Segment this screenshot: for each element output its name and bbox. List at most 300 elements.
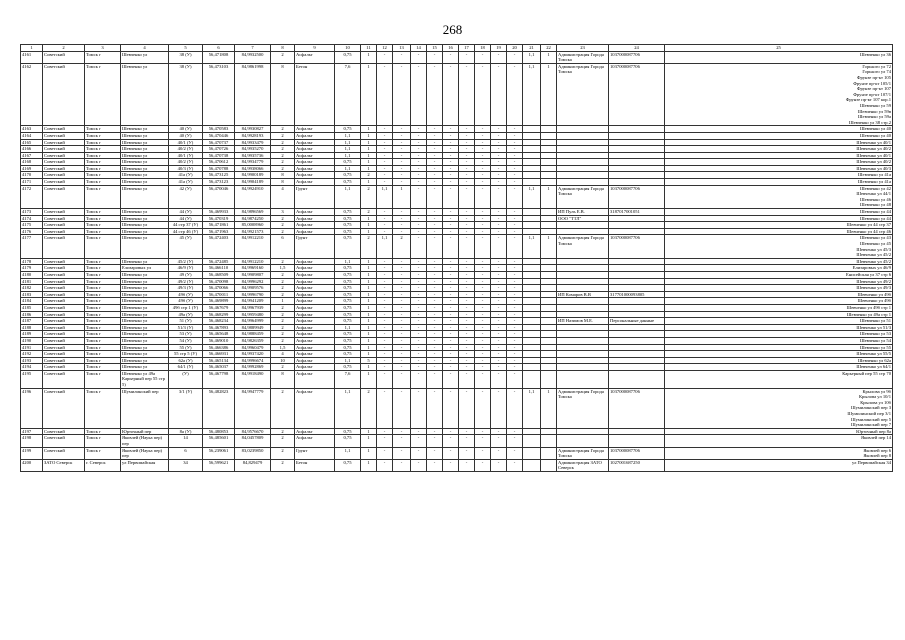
table-cell: 49 (У) (169, 271, 203, 278)
table-cell: Советский (43, 152, 85, 159)
table-cell: 84,9909807 (235, 271, 271, 278)
table-cell: Советский (43, 388, 85, 428)
table-cell: 14 (169, 435, 203, 447)
table-cell: 2 (271, 126, 295, 133)
table-row (21, 126, 893, 133)
table-cell (541, 165, 557, 172)
table-cell: 1 (361, 311, 377, 318)
table-cell: Шевченко ул 54 (665, 337, 893, 344)
table-cell: Шевченко ул (121, 139, 169, 146)
table-cell: - (475, 132, 491, 139)
table-cell: 1 (361, 258, 377, 265)
table-cell: - (507, 311, 523, 318)
table-cell: Асфальт (295, 278, 335, 285)
table-cell (541, 370, 557, 388)
table-cell: Советский (43, 370, 85, 388)
table-row (21, 152, 893, 159)
table-cell: 1 (393, 185, 411, 208)
table-cell: 3/1 (У) (169, 388, 203, 428)
table-cell (523, 285, 541, 292)
table-cell: 4181 (21, 278, 43, 285)
table-cell: 51 (У) (169, 318, 203, 325)
table-cell: 0,75 (335, 298, 361, 305)
table-cell: - (411, 435, 427, 447)
table-cell: Томск г (85, 351, 121, 358)
table-cell: 0,75 (335, 285, 361, 292)
table-cell: - (459, 172, 475, 179)
table-cell: - (377, 357, 393, 364)
table-cell: Советский (43, 185, 85, 208)
table-cell (609, 265, 665, 272)
table-cell: Горького ул 72 Горького ул 74 Фрунзе пр-кт 105 Фрунзе пр-кт 105/1 Фрунзе пр-кт 107 Фрунзе пр-кт 107/1 Фрунзе пр-кт 107 кор.1 Шевченко ул 59 Шевченко ул 59в Шевченко ул 59а Шевченко ул 38 стр.2 (665, 63, 893, 126)
table-cell: - (507, 126, 523, 133)
table-cell: Томск г (85, 428, 121, 435)
table-cell: - (491, 285, 507, 292)
table-cell: 1,1 (335, 139, 361, 146)
table-cell (523, 311, 541, 318)
table-cell: Томск г (85, 344, 121, 351)
table-cell: - (393, 311, 411, 318)
column-header: 22 (541, 45, 557, 52)
table-cell (609, 146, 665, 153)
table-cell: - (491, 291, 507, 298)
table-cell: 1 (361, 165, 377, 172)
table-cell: - (411, 324, 427, 331)
table-cell: 34 (169, 459, 203, 471)
table-cell: - (377, 146, 393, 153)
table-cell (523, 258, 541, 265)
table-cell: - (443, 159, 459, 166)
table-cell: - (411, 388, 427, 428)
table-cell (609, 132, 665, 139)
table-row (21, 428, 893, 435)
table-cell (557, 298, 609, 305)
table-cell: 84,9912210 (235, 235, 271, 258)
table-cell: 56,485601 (203, 435, 235, 447)
table-cell (557, 351, 609, 358)
table-cell: 1 (361, 139, 377, 146)
table-cell: Крылова ул 9б Крылова ул 10/1 Крылова ул 10б Шумилинский пер 3 Шумилинский пер 3/1 Шумилинский пер 5 Шумилинский пер 7 (665, 388, 893, 428)
table-cell: 56,473123 (203, 179, 235, 186)
table-cell (541, 351, 557, 358)
table-cell: 4196 (21, 388, 43, 428)
table-cell: - (411, 152, 427, 159)
table-cell: - (427, 228, 443, 235)
table-cell: 40/1 (У) (169, 152, 203, 159)
table-cell: - (507, 278, 523, 285)
table-cell: - (443, 344, 459, 351)
table-cell: 2 (271, 331, 295, 338)
table-cell (609, 331, 665, 338)
table-cell: Асфальт (295, 228, 335, 235)
table-row (21, 357, 893, 364)
table-cell: - (459, 459, 475, 471)
table-cell (557, 364, 609, 371)
table-cell: Томск г (85, 235, 121, 258)
table-cell: - (475, 447, 491, 459)
table-cell: Шевченко ул (121, 278, 169, 285)
table-cell: 1 (361, 222, 377, 229)
table-cell: - (393, 298, 411, 305)
table-cell: - (475, 152, 491, 159)
table-row (21, 139, 893, 146)
table-cell: Советский (43, 139, 85, 146)
table-cell: 4172 (21, 185, 43, 208)
column-header: 10 (335, 45, 361, 52)
table-cell (609, 311, 665, 318)
table-cell: - (411, 51, 427, 63)
table-cell: 4184 (21, 298, 43, 305)
table-cell: 317701000093805 (609, 291, 665, 298)
table-cell: Шевченко ул 40/1 (665, 152, 893, 159)
table-cell: 84,9576670 (235, 428, 271, 435)
table-cell (557, 152, 609, 159)
table-cell (523, 265, 541, 272)
table-cell: - (459, 215, 475, 222)
table-cell: Советский (43, 324, 85, 331)
table-cell: Шевченко ул 41а (665, 179, 893, 186)
table-cell: - (475, 291, 491, 298)
table-cell (541, 291, 557, 298)
table-cell (609, 337, 665, 344)
column-header: 18 (475, 45, 491, 52)
table-cell: Шевченко ул (121, 298, 169, 305)
table-cell: 1 (271, 298, 295, 305)
table-cell: - (377, 222, 393, 229)
table-cell: - (427, 311, 443, 318)
table-cell: Бетон (295, 459, 335, 471)
table-cell (541, 159, 557, 166)
table-cell: Шевченко ул (121, 152, 169, 159)
table-cell: - (459, 139, 475, 146)
table-cell: Шевченко ул 44 (665, 209, 893, 216)
table-cell: - (443, 447, 459, 459)
table-cell: Асфальт (295, 215, 335, 222)
table-cell: - (377, 435, 393, 447)
table-cell: 0,75 (335, 331, 361, 338)
table-cell: - (427, 179, 443, 186)
table-cell: Шевченко ул 43 Шевченко ул 45 Шевченко ул 45/3 Шевченко ул 45/2 (665, 235, 893, 258)
table-cell: - (459, 179, 475, 186)
table-cell: Шевченко ул (121, 311, 169, 318)
table-cell: 56,470583 (203, 126, 235, 133)
table-cell: - (459, 388, 475, 428)
table-cell: - (507, 51, 523, 63)
table-cell: - (427, 209, 443, 216)
table-cell: 84,9909576 (235, 285, 271, 292)
table-cell: 4191 (21, 344, 43, 351)
table-cell: - (507, 139, 523, 146)
table-cell (523, 357, 541, 364)
table-cell: 84,9935270 (235, 146, 271, 153)
table-cell: 1037000087706 (609, 185, 665, 208)
table-cell: 1 (361, 291, 377, 298)
table-cell: - (443, 222, 459, 229)
table-row (21, 132, 893, 139)
table-cell: - (475, 146, 491, 153)
table-cell (523, 447, 541, 459)
table-cell (523, 364, 541, 371)
table-cell: Томск г (85, 185, 121, 208)
table-cell: - (491, 331, 507, 338)
table-cell: 44 стр 46 (У) (169, 228, 203, 235)
table-cell: - (475, 304, 491, 311)
table-cell: - (459, 344, 475, 351)
table-cell: 56,465648 (203, 331, 235, 338)
table-cell (557, 324, 609, 331)
table-cell: Шевченко ул (121, 209, 169, 216)
table-cell: - (507, 370, 523, 388)
table-cell: 0,75 (335, 337, 361, 344)
table-cell: 56,469010 (203, 337, 235, 344)
table-row (21, 172, 893, 179)
table-cell: Советский (43, 215, 85, 222)
table-cell: Шевченко ул 49/3 (665, 285, 893, 292)
table-cell: г. Северск (85, 459, 121, 471)
table-cell: Шевченко ул (121, 324, 169, 331)
table-cell: - (459, 337, 475, 344)
table-cell (523, 132, 541, 139)
table-cell: 56,468234 (203, 318, 235, 325)
table-cell: Асфальт (295, 351, 335, 358)
table-cell: - (443, 271, 459, 278)
table-cell: - (475, 258, 491, 265)
table-cell: - (491, 428, 507, 435)
table-cell: - (459, 311, 475, 318)
column-header: 17 (459, 45, 475, 52)
table-cell: - (507, 172, 523, 179)
table-cell: ул Первомайская 34 (665, 459, 893, 471)
table-cell: Томск г (85, 435, 121, 447)
table-cell: 1 (541, 51, 557, 63)
table-cell: - (443, 331, 459, 338)
table-cell: 1,1 (523, 63, 541, 126)
table-cell: 84,9996292 (235, 278, 271, 285)
table-cell: Шевченко ул (121, 159, 169, 166)
table-cell (523, 428, 541, 435)
table-cell: - (475, 165, 491, 172)
table-cell: - (393, 304, 411, 311)
table-cell: 2 (271, 152, 295, 159)
table-cell: - (507, 235, 523, 258)
table-cell: 56,467893 (203, 324, 235, 331)
table-cell: - (411, 344, 427, 351)
table-cell: - (377, 447, 393, 459)
table-cell: 84,9935736 (235, 152, 271, 159)
table-cell: Асфальт (295, 209, 335, 216)
table-cell: 1 (361, 126, 377, 133)
table-cell: Томск г (85, 159, 121, 166)
table-cell: - (411, 447, 427, 459)
table-cell: - (459, 165, 475, 172)
table-cell: (У) (169, 370, 203, 388)
table-cell: - (443, 185, 459, 208)
table-cell: - (377, 304, 393, 311)
table-cell: Асфальт (295, 298, 335, 305)
table-cell: 84,9969160 (235, 265, 271, 272)
table-cell: Шевченко ул (121, 165, 169, 172)
table-cell: - (491, 311, 507, 318)
table-cell: - (459, 318, 475, 325)
table-cell: 4179 (21, 265, 43, 272)
table-cell: - (443, 132, 459, 139)
table-row (21, 388, 893, 428)
table-cell: - (459, 278, 475, 285)
table-cell: Томск г (85, 291, 121, 298)
table-cell: Асфальт (295, 172, 335, 179)
table-cell: 40/3 (У) (169, 165, 203, 172)
table-cell: 1 (361, 304, 377, 311)
table-cell: Асфальт (295, 285, 335, 292)
table-cell: Советский (43, 159, 85, 166)
table-cell: - (475, 428, 491, 435)
table-cell: 4185 (21, 304, 43, 311)
table-cell: 2 (271, 435, 295, 447)
table-cell: - (427, 298, 443, 305)
table-cell: Шевченко ул 40 (665, 132, 893, 139)
table-cell: - (427, 331, 443, 338)
table-cell: - (393, 63, 411, 126)
table-cell: - (427, 235, 443, 258)
table-cell: Елизаровых ул (121, 265, 169, 272)
column-header: 19 (491, 45, 507, 52)
table-cell: - (459, 291, 475, 298)
table-cell: Советский (43, 447, 85, 459)
table-cell (541, 459, 557, 471)
table-cell (541, 447, 557, 459)
table-cell: Енисейская ул 37 стр 6 (665, 271, 893, 278)
table-cell: - (427, 258, 443, 265)
table-cell: - (443, 215, 459, 222)
table-cell (541, 298, 557, 305)
table-cell: Шевченко ул 51 (665, 318, 893, 325)
table-cell: - (475, 318, 491, 325)
table-cell (609, 304, 665, 311)
table-cell: Томск г (85, 357, 121, 364)
table-cell (541, 152, 557, 159)
table-cell: 2 (271, 258, 295, 265)
table-cell: - (475, 265, 491, 272)
table-cell: - (475, 228, 491, 235)
table-cell: - (393, 357, 411, 364)
table-cell: Шевченко ул 49/2 (665, 278, 893, 285)
table-cell (541, 331, 557, 338)
table-cell: - (459, 258, 475, 265)
table-cell: - (427, 132, 443, 139)
table-cell: - (443, 278, 459, 285)
table-cell: - (377, 324, 393, 331)
table-cell: Шевченко ул 49б стр 1 (665, 304, 893, 311)
table-cell: - (459, 298, 475, 305)
table-cell: 56,480853 (203, 428, 235, 435)
table-cell: 49/3 (У) (169, 285, 203, 292)
table-row (21, 447, 893, 459)
table-cell: - (459, 370, 475, 388)
table-cell: - (411, 285, 427, 292)
table-cell: 1 (361, 265, 377, 272)
table-cell: - (443, 459, 459, 471)
table-cell (609, 370, 665, 388)
table-cell: - (459, 435, 475, 447)
table-cell: - (393, 344, 411, 351)
table-cell: 1037000087706 (609, 388, 665, 428)
table-cell: - (507, 388, 523, 428)
table-cell: 1,5 (271, 344, 295, 351)
table-cell: Томск г (85, 388, 121, 428)
table-cell: - (507, 222, 523, 229)
table-cell: 8а (У) (169, 428, 203, 435)
table-cell (557, 159, 609, 166)
table-cell: Асфальт (295, 344, 335, 351)
table-cell (609, 215, 665, 222)
table-cell: - (475, 159, 491, 166)
table-cell (541, 209, 557, 216)
table-cell: - (491, 271, 507, 278)
table-cell: 4169 (21, 165, 43, 172)
table-cell: Советский (43, 285, 85, 292)
table-cell: 4199 (21, 447, 43, 459)
table-cell: - (377, 344, 393, 351)
table-cell: Асфальт (295, 357, 335, 364)
table-cell: 8 (271, 179, 295, 186)
table-cell: 4182 (21, 285, 43, 292)
table-cell: - (411, 278, 427, 285)
table-cell: 1,1 (335, 447, 361, 459)
table-cell: 49а (У) (169, 311, 203, 318)
table-cell: 56,470066 (203, 285, 235, 292)
table-cell: Советский (43, 364, 85, 371)
table-cell: - (411, 271, 427, 278)
table-cell: 1,1 (377, 185, 393, 208)
table-row (21, 271, 893, 278)
table-cell: - (507, 459, 523, 471)
table-cell: 56,470726 (203, 146, 235, 153)
table-cell: - (393, 459, 411, 471)
table-cell: Советский (43, 209, 85, 216)
table-cell: 84,9934779 (235, 159, 271, 166)
table-cell (557, 357, 609, 364)
table-cell: - (475, 298, 491, 305)
table-row (21, 459, 893, 471)
table-cell (523, 291, 541, 298)
table-cell: 1 (361, 278, 377, 285)
table-cell: 4187 (21, 318, 43, 325)
table-cell (541, 172, 557, 179)
table-cell: - (427, 357, 443, 364)
table-cell: - (393, 435, 411, 447)
table-cell (557, 179, 609, 186)
table-cell: - (475, 235, 491, 258)
table-cell: 0,75 (335, 228, 361, 235)
table-cell: 1 (361, 344, 377, 351)
table-row (21, 215, 893, 222)
table-cell: - (459, 447, 475, 459)
table-cell: - (377, 179, 393, 186)
table-cell: 2 (361, 209, 377, 216)
table-cell (523, 215, 541, 222)
table-row (21, 337, 893, 344)
table-cell: 84,9826359 (235, 337, 271, 344)
table-cell: 5 (361, 357, 377, 364)
table-cell (541, 258, 557, 265)
table-cell (557, 271, 609, 278)
table-cell: Шевченко ул (121, 285, 169, 292)
table-cell: - (427, 351, 443, 358)
table-cell: Советский (43, 258, 85, 265)
table-cell: 4178 (21, 258, 43, 265)
table-cell: - (507, 258, 523, 265)
table-cell: - (411, 235, 427, 258)
